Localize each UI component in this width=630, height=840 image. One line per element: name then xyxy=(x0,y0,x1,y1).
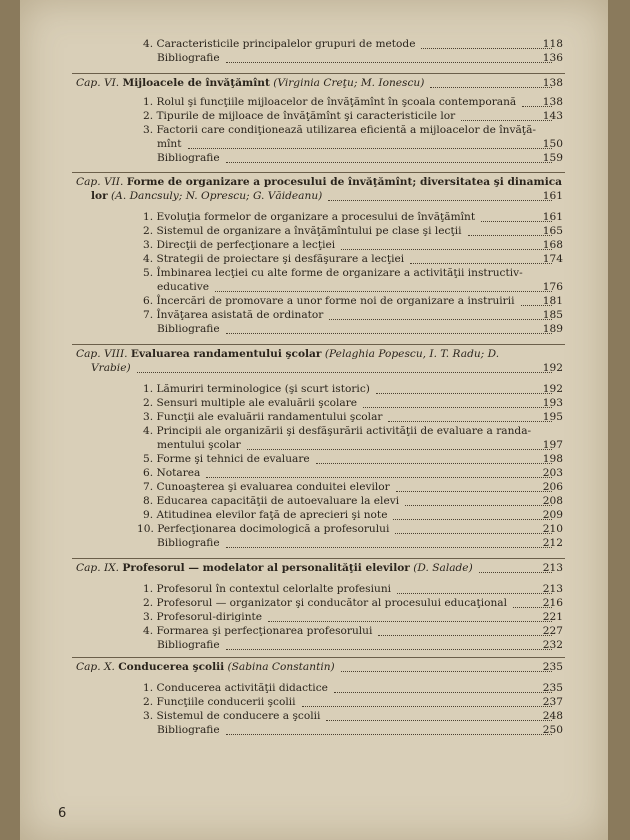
entry-page-number: 209 xyxy=(542,509,563,521)
entry-title: 7. Cunoaşterea şi evaluarea conduitei elevilor xyxy=(143,481,390,493)
toc-entry xyxy=(20,710,608,723)
entry-title: 2. Tipurile de mijloace de învăţămînt şi caracteristicile lor xyxy=(143,110,456,122)
toc-entry xyxy=(20,611,608,624)
toc-entry xyxy=(20,239,608,252)
dot-leader xyxy=(393,519,552,520)
chapter-title: Mijloacele de învăţămînt xyxy=(122,77,270,89)
entry-title: mînt xyxy=(157,138,182,150)
dot-leader xyxy=(481,221,552,222)
dot-leader xyxy=(328,200,552,201)
entry-page-number: 118 xyxy=(542,38,563,50)
toc-entry xyxy=(20,38,608,51)
entry-title: 5. Forme şi tehnici de evaluare xyxy=(143,453,310,465)
dot-leader xyxy=(215,291,552,292)
toc-entry xyxy=(20,639,608,652)
bibliography-entry: Bibliografie xyxy=(157,323,220,335)
toc-entry xyxy=(20,583,608,596)
chapter-separator xyxy=(72,73,565,74)
entry-page-number: 206 xyxy=(542,481,563,493)
chapter-separator xyxy=(72,344,565,345)
chapter-separator xyxy=(72,172,565,173)
entry-page-number: 208 xyxy=(542,495,563,507)
dot-leader xyxy=(410,263,552,264)
entry-page-number: 221 xyxy=(542,611,563,623)
entry-page-number: 235 xyxy=(542,661,563,673)
dot-leader xyxy=(226,333,552,334)
toc-entry xyxy=(20,267,608,280)
entry-page-number: 143 xyxy=(542,110,563,122)
toc-entry xyxy=(20,425,608,438)
entry-page-number: 213 xyxy=(542,583,563,595)
dot-leader xyxy=(388,421,552,422)
toc-entry xyxy=(20,152,608,165)
chapter-title: Evaluarea randamentului şcolar xyxy=(130,348,322,360)
chapter-title-line xyxy=(76,562,473,575)
entry-page-number: 203 xyxy=(542,467,563,479)
chapter-title: Conducerea şcolii xyxy=(118,661,225,673)
entry-title: 4. Strategii de proiectare şi desfăşurare a lecţiei xyxy=(143,253,405,265)
entry-page-number: 168 xyxy=(542,239,563,251)
entry-page-number: 150 xyxy=(542,138,563,150)
entry-title: 5. Îmbinarea lecţiei cu alte forme de organizare a activităţii instructiv- xyxy=(143,267,523,279)
chapter-title: Profesorul — modelator al personalităţii elevilor xyxy=(122,562,410,574)
entry-page-number: 161 xyxy=(542,211,563,223)
entry-title: 3. Direcţii de perfecţionare a lecţiei xyxy=(143,239,336,251)
chapter-title-continuation xyxy=(91,190,322,203)
entry-page-number: 216 xyxy=(542,597,563,609)
chapter-heading xyxy=(20,190,608,203)
entry-page-number: 136 xyxy=(542,52,563,64)
chapter-title-continuation xyxy=(91,362,131,375)
toc-entry xyxy=(20,724,608,737)
entry-page-number: 210 xyxy=(542,523,563,535)
entry-page-number: 138 xyxy=(542,96,563,108)
chapter-authors: (Sabina Constantin) xyxy=(227,661,335,673)
dot-leader xyxy=(226,649,552,650)
dot-leader xyxy=(461,120,552,121)
chapter-label: Cap. X. xyxy=(76,661,115,673)
toc-entry xyxy=(20,281,608,294)
chapter-authors: (Pelaghia Popescu, I. T. Radu; D. xyxy=(324,348,500,360)
toc-entry xyxy=(20,453,608,466)
entry-title: 4. Principii ale organizării şi desfăşurării activităţii de evaluare a randa- xyxy=(143,425,532,437)
dot-leader xyxy=(376,393,552,394)
toc-entry xyxy=(20,124,608,137)
entry-page-number: 189 xyxy=(542,323,563,335)
entry-page-number: 232 xyxy=(542,639,563,651)
entry-page-number: 176 xyxy=(542,281,563,293)
entry-page-number: 192 xyxy=(542,362,563,374)
dot-leader xyxy=(405,505,552,506)
dot-leader xyxy=(206,477,552,478)
chapter-title: Forme de organizare a procesului de învăţămînt; diversitatea şi dinamica xyxy=(126,176,563,188)
bibliography-entry: Bibliografie xyxy=(157,639,220,651)
chapter-heading xyxy=(20,77,608,90)
entry-title: 3. Factorii care condiţionează utilizarea eficientă a mijloacelor de învăţă- xyxy=(143,124,536,136)
entry-title: 3. Funcţii ale evaluării randamentului şcolar xyxy=(143,411,383,423)
toc-entry xyxy=(20,211,608,224)
entry-page-number: 237 xyxy=(542,696,563,708)
dot-leader xyxy=(378,635,552,636)
toc-entry xyxy=(20,682,608,695)
entry-page-number: 197 xyxy=(542,439,563,451)
dot-leader xyxy=(188,148,552,149)
chapter-heading xyxy=(20,348,608,361)
dot-leader xyxy=(521,305,553,306)
entry-title: 2. Funcţiile conducerii şcolii xyxy=(143,696,296,708)
entry-title: 2. Profesorul — organizator şi conducător al procesului educaţional xyxy=(143,597,508,609)
page-number: 6 xyxy=(58,806,67,821)
entry-title: 10. Perfecţionarea docimologică a profesorului xyxy=(137,523,390,535)
dot-leader xyxy=(341,249,552,250)
bibliography-entry: Bibliografie xyxy=(157,537,220,549)
dot-leader xyxy=(396,491,552,492)
chapter-title-line xyxy=(76,348,499,361)
entry-page-number: 159 xyxy=(542,152,563,164)
toc-entry xyxy=(20,52,608,65)
entry-page-number: 185 xyxy=(542,309,563,321)
entry-page-number: 227 xyxy=(542,625,563,637)
entry-page-number: 235 xyxy=(542,682,563,694)
toc-entry xyxy=(20,523,608,536)
entry-title: 4. Formarea şi perfecţionarea profesorului xyxy=(143,625,373,637)
dot-leader xyxy=(513,607,552,608)
toc-entry xyxy=(20,96,608,109)
chapter-heading xyxy=(20,661,608,674)
dot-leader xyxy=(329,319,552,320)
toc-entry xyxy=(20,309,608,322)
chapter-authors: (A. Dancsuly; N. Oprescu; G. Văideanu) xyxy=(111,190,323,202)
entry-title: 1. Lămuriri terminologice (şi scurt istoric) xyxy=(143,383,370,395)
bibliography-entry: Bibliografie xyxy=(157,152,220,164)
chapter-authors: (D. Salade) xyxy=(413,562,473,574)
chapter-separator xyxy=(72,558,565,559)
dot-leader xyxy=(302,706,552,707)
dot-leader xyxy=(468,235,553,236)
toc-entry xyxy=(20,509,608,522)
chapter-label: Cap. VII. xyxy=(76,176,124,188)
dot-leader xyxy=(334,692,552,693)
entry-page-number: 192 xyxy=(542,383,563,395)
toc-entry xyxy=(20,397,608,410)
entry-title: 6. Încercări de promovare a unor forme noi de organizare a instruirii xyxy=(143,295,515,307)
dot-leader xyxy=(226,162,552,163)
entry-title: 2. Sistemul de organizare a învăţămîntului pe clase şi lecţii xyxy=(143,225,462,237)
toc-entry xyxy=(20,225,608,238)
dot-leader xyxy=(395,533,552,534)
entry-page-number: 195 xyxy=(542,411,563,423)
dot-leader xyxy=(247,449,552,450)
dot-leader xyxy=(479,572,552,573)
dot-leader xyxy=(326,720,552,721)
dot-leader xyxy=(430,87,552,88)
entry-page-number: 250 xyxy=(542,724,563,736)
dot-leader xyxy=(316,463,552,464)
entry-page-number: 165 xyxy=(542,225,563,237)
entry-title: 9. Atitudinea elevilor faţă de aprecieri şi note xyxy=(143,509,388,521)
entry-page-number: 138 xyxy=(542,77,563,89)
dot-leader xyxy=(363,407,552,408)
dot-leader xyxy=(522,106,552,107)
entry-page-number: 248 xyxy=(542,710,563,722)
dot-leader xyxy=(226,547,552,548)
chapter-title-line xyxy=(76,176,562,189)
entry-title: 8. Educarea capacităţii de autoevaluare la elevi xyxy=(143,495,400,507)
chapter-heading xyxy=(20,362,608,375)
toc-entry xyxy=(20,597,608,610)
toc-entry xyxy=(20,625,608,638)
toc-entry xyxy=(20,295,608,308)
entry-title: 3. Sistemul de conducere a şcolii xyxy=(143,710,321,722)
dot-leader xyxy=(226,62,552,63)
toc-entry xyxy=(20,439,608,452)
entry-page-number: 193 xyxy=(542,397,563,409)
chapter-title-line xyxy=(76,77,424,90)
dot-leader xyxy=(137,372,552,373)
toc-entry xyxy=(20,481,608,494)
chapter-authors: (Virginia Creţu; M. Ionescu) xyxy=(273,77,425,89)
entry-page-number: 212 xyxy=(542,537,563,549)
toc-entry xyxy=(20,537,608,550)
entry-title: 2. Sensuri multiple ale evaluării şcolare xyxy=(143,397,358,409)
dot-leader xyxy=(226,734,552,735)
chapter-title-line xyxy=(76,661,335,674)
dot-leader xyxy=(421,48,552,49)
chapter-title: lor xyxy=(91,190,108,202)
entry-page-number: 181 xyxy=(542,295,563,307)
chapter-heading xyxy=(20,562,608,575)
toc-entry xyxy=(20,323,608,336)
toc-entry xyxy=(20,383,608,396)
entry-title: 1. Profesorul în contextul celorlalte profesiuni xyxy=(143,583,392,595)
chapter-authors: Vrabie) xyxy=(91,362,131,374)
book-page xyxy=(20,0,608,840)
toc-entry xyxy=(20,495,608,508)
chapter-label: Cap. VI. xyxy=(76,77,120,89)
entry-page-number: 198 xyxy=(542,453,563,465)
toc-entry xyxy=(20,138,608,151)
entry-page-number: 213 xyxy=(542,562,563,574)
entry-title: 4. Caracteristicile principalelor grupuri de metode xyxy=(143,38,416,50)
dot-leader xyxy=(397,593,552,594)
dot-leader xyxy=(268,621,552,622)
entry-title: 7. Învăţarea asistată de ordinator xyxy=(143,309,324,321)
entry-title: educative xyxy=(157,281,210,293)
entry-title: 6. Notarea xyxy=(143,467,201,479)
toc-entry xyxy=(20,253,608,266)
table-of-contents xyxy=(20,0,608,840)
chapter-label: Cap. IX. xyxy=(76,562,120,574)
entry-title: mentului şcolar xyxy=(157,439,241,451)
dot-leader xyxy=(341,671,552,672)
toc-entry xyxy=(20,110,608,123)
toc-entry xyxy=(20,696,608,709)
entry-title: 1. Conducerea activităţii didactice xyxy=(143,682,328,694)
toc-entry xyxy=(20,467,608,480)
entry-page-number: 161 xyxy=(542,190,563,202)
entry-page-number: 174 xyxy=(542,253,563,265)
entry-title: 1. Evoluţia formelor de organizare a procesului de învăţămînt xyxy=(143,211,476,223)
bibliography-entry: Bibliografie xyxy=(157,52,220,64)
entry-title: 3. Profesorul-diriginte xyxy=(143,611,263,623)
chapter-heading xyxy=(20,176,608,189)
chapter-label: Cap. VIII. xyxy=(76,348,128,360)
bibliography-entry: Bibliografie xyxy=(157,724,220,736)
toc-entry xyxy=(20,411,608,424)
chapter-separator xyxy=(72,657,565,658)
entry-title: 1. Rolul şi funcţiile mijloacelor de învăţămînt în şcoala contemporană xyxy=(143,96,517,108)
